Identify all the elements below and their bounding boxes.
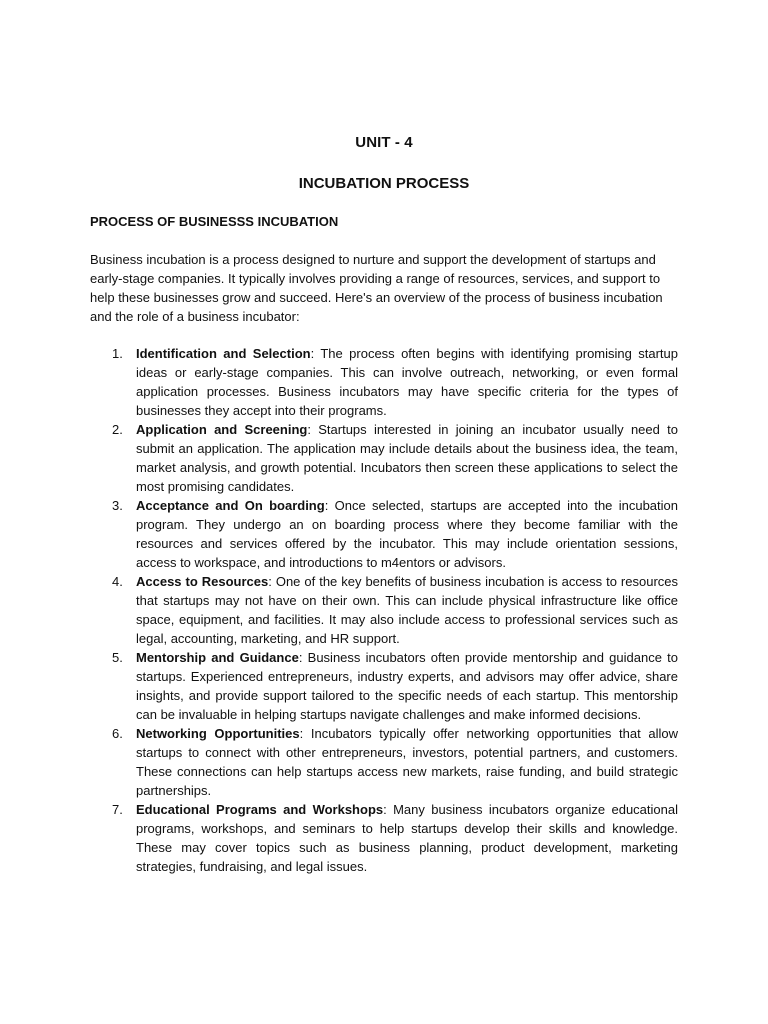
list-item: [90, 496, 678, 572]
step-title: Mentorship and Guidance: [136, 650, 299, 665]
step-text: : Startups interested in joining an incubator usually need to submit an application. The application may include details about the business idea, the team, market analysis, and growth potential. Incubators then screen these applications to select the most promising candidates.: [136, 422, 678, 494]
list-item: [90, 572, 678, 648]
step-title: Acceptance and On boarding: [136, 498, 325, 513]
section-heading: PROCESS OF BUSINESSS INCUBATION: [90, 214, 339, 229]
step-text: : Once selected, startups are accepted into the incubation program. They undergo an on boarding process where they become familiar with the resources and services offered by the incubator. This may include orientation sessions, access to workspace, and introductions to m4entors or advisors.: [136, 498, 678, 570]
step-number: 2.: [112, 422, 123, 437]
list-item: [90, 648, 678, 724]
process-steps-list: [90, 344, 678, 876]
step-title: Educational Programs and Workshops: [136, 802, 384, 817]
step-number: 1.: [112, 346, 123, 361]
unit-title: UNIT - 4: [355, 134, 413, 151]
step-title: Networking Opportunities: [136, 726, 300, 741]
step-number: 7.: [112, 802, 123, 817]
intro-paragraph: Business incubation is a process designed to nurture and support the development of startups and early-stage companies. It typically involves providing a range of resources, services, and support to help these businesses grow and succeed. Here's an overview of the process of business incubation and the role of a business incubator:: [90, 252, 663, 324]
step-text: : Many business incubators organize educational programs, workshops, and seminars to help startups develop their skills and knowledge. These may cover topics such as business planning, product development, marketing strategies, fundraising, and legal issues.: [136, 802, 678, 874]
list-item: [90, 420, 678, 496]
step-title: Identification and Selection: [136, 346, 311, 361]
step-title: Application and Screening: [136, 422, 308, 437]
step-number: 6.: [112, 726, 123, 741]
step-text: : Business incubators often provide mentorship and guidance to startups. Experienced entrepreneurs, industry experts, and advisors may offer advice, share insights, and provide support tailored to the specific needs of each startup. This mentorship can be invaluable in helping startups navigate challenges and make informed decisions.: [136, 650, 678, 722]
step-number: 4.: [112, 574, 123, 589]
list-item: [90, 724, 678, 800]
step-text: : The process often begins with identifying promising startup ideas or early-stage companies. This can involve outreach, networking, or even formal application processes. Business incubators may have specific criteria for the types of businesses they accept into their programs.: [136, 346, 678, 418]
step-number: 5.: [112, 650, 123, 665]
step-text: : One of the key benefits of business incubation is access to resources that startups may not have on their own. This can include physical infrastructure like office space, equipment, and facilities. It may also include access to professional services such as legal, accounting, marketing, and HR support.: [136, 574, 679, 646]
step-number: 3.: [112, 498, 123, 513]
page-title: INCUBATION PROCESS: [298, 175, 470, 192]
list-item: [90, 800, 678, 876]
step-title: Access to Resources: [136, 574, 269, 589]
step-text: : Incubators typically offer networking opportunities that allow startups to connect with other entrepreneurs, investors, potential partners, and customers. These connections can help startups access new markets, raise funding, and build strategic partnerships.: [136, 726, 678, 798]
list-item: [90, 344, 678, 420]
